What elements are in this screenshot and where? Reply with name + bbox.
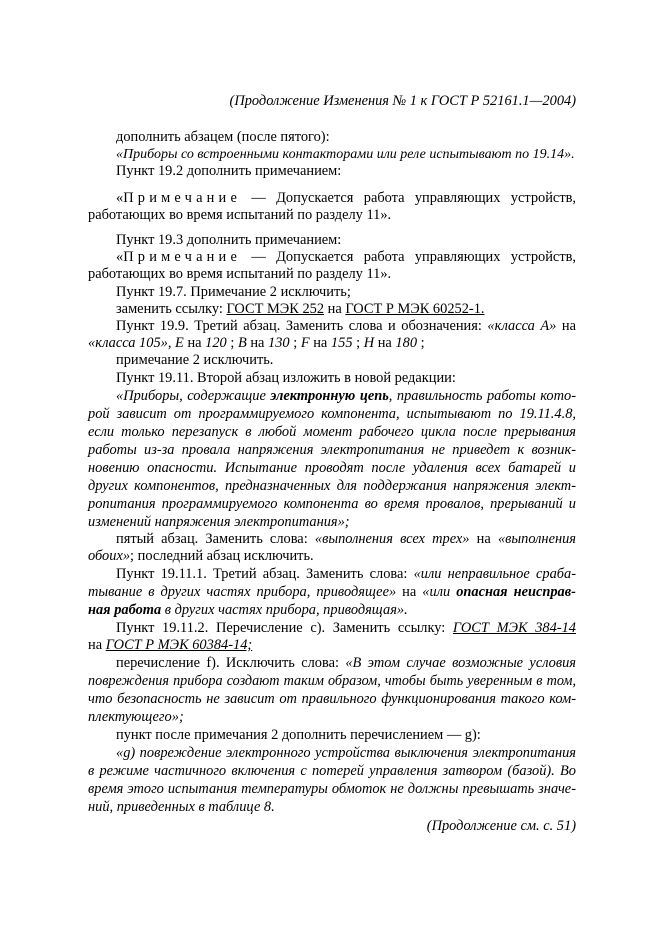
text-line: плектующего»; bbox=[88, 709, 184, 725]
text-line: работы из-за провала напряжения электропитания не приведет к возник- bbox=[88, 442, 576, 458]
text-line: дополнить абзацем (после пятого): bbox=[116, 129, 330, 145]
page-footer: (Продолжение см. с. 51) bbox=[426, 818, 576, 834]
text-line: обоих»; последний абзац исключить. bbox=[88, 548, 314, 564]
standard-reference: ГОСТ Р МЭК 60252-1. bbox=[345, 301, 485, 317]
text-line: рой зависит от программируемого компонента, испытывают по 19.11.4.8, bbox=[88, 406, 576, 422]
text-line: новению опасности. Испытание проводят после удаления всех батарей и bbox=[88, 460, 576, 476]
page-header: (Продолжение Изменения № 1 к ГОСТ Р 52161.1—2004) bbox=[229, 93, 576, 109]
text-line: если только перезапуск в любой момент рабочего цикла после прерывания bbox=[88, 424, 576, 440]
text-line: в режиме частичного включения с потерей управления затвором (базой). Во bbox=[88, 763, 576, 779]
text-line: работающих во время испытаний по разделу 11». bbox=[88, 266, 392, 282]
text-line: изменений напряжения электропитания»; bbox=[88, 514, 350, 530]
text-line: Пункт 19.9. Третий абзац. Заменить слова и обозначения: «класса А» на bbox=[116, 318, 576, 334]
text-line: «g) повреждение электронного устройства выключения электропитания bbox=[116, 745, 576, 761]
text-line: Пункт 19.11.2. Перечисление с). Заменить ссылку: ГОСТ МЭК 384-14 bbox=[116, 620, 577, 636]
text-line: работающих во время испытаний по разделу 11». bbox=[88, 207, 392, 223]
text-line: заменить ссылку: ГОСТ МЭК 252 на ГОСТ Р МЭК 60252-1. bbox=[116, 301, 485, 317]
text-line: Пункт 19.11.1. Третий абзац. Заменить слова: «или неправильное сраба- bbox=[116, 566, 576, 582]
text-line: Пункт 19.2 дополнить примечанием: bbox=[116, 163, 342, 179]
text-line: других компонентов, предназначенных для поддержания напряжения элект- bbox=[88, 478, 576, 494]
text-line: ная работа в других частях прибора, приводящая». bbox=[88, 602, 408, 618]
standard-reference: ГОСТ Р МЭК 60384-14; bbox=[105, 637, 253, 653]
standard-reference: ГОСТ МЭК 384-14 bbox=[452, 620, 577, 636]
text-line: повреждения прибора создают таким образом, чтобы быть уверенным в том, bbox=[88, 673, 576, 689]
text-line: «класса 105», Е на 120 ; В на 130 ; F на 155 ; Н на 180 ; bbox=[88, 335, 425, 351]
note-label: Примечание bbox=[123, 249, 242, 265]
note-line: «Примечание — Допускается работа управляющих устройств, bbox=[116, 190, 576, 206]
text-line: что безопасность не зависит от правильного функционирования такого ком- bbox=[88, 691, 576, 707]
text-line: на ГОСТ Р МЭК 60384-14; bbox=[88, 637, 253, 653]
text-line: Пункт 19.11. Второй абзац изложить в новой редакции: bbox=[116, 370, 456, 386]
text-line: пятый абзац. Заменить слова: «выполнения всех трех» на «выполнения bbox=[116, 531, 576, 547]
text-line: Пункт 19.3 дополнить примечанием: bbox=[116, 232, 342, 248]
text-line: время этого испытания температуры обмоток не должны превышать значе- bbox=[88, 781, 576, 797]
text-line: перечисление f). Исключить слова: «В этом случае возможные условия bbox=[116, 655, 576, 671]
text-line: ропитания программируемого компонента во время провалов, прерываний и bbox=[88, 496, 576, 512]
text-line: примечание 2 исключить. bbox=[116, 352, 274, 368]
text-line: ний, приведенных в таблице 8. bbox=[88, 799, 275, 815]
note-line: «Примечание — Допускается работа управляющих устройств, bbox=[116, 249, 576, 265]
text-line: пункт после примечания 2 дополнить перечислением — g): bbox=[116, 727, 481, 743]
note-label: Примечание bbox=[123, 190, 242, 206]
text-line: «Приборы, содержащие электронную цепь, правильность работы кото- bbox=[116, 388, 576, 404]
text-line: Пункт 19.7. Примечание 2 исключить; bbox=[116, 284, 351, 300]
text-line: тывание в других частях прибора, приводящее» на «или опасная неисправ- bbox=[88, 584, 576, 600]
text-line: «Приборы со встроенными контакторами или реле испытывают по 19.14». bbox=[116, 147, 575, 162]
standard-reference: ГОСТ МЭК 252 bbox=[226, 301, 325, 317]
